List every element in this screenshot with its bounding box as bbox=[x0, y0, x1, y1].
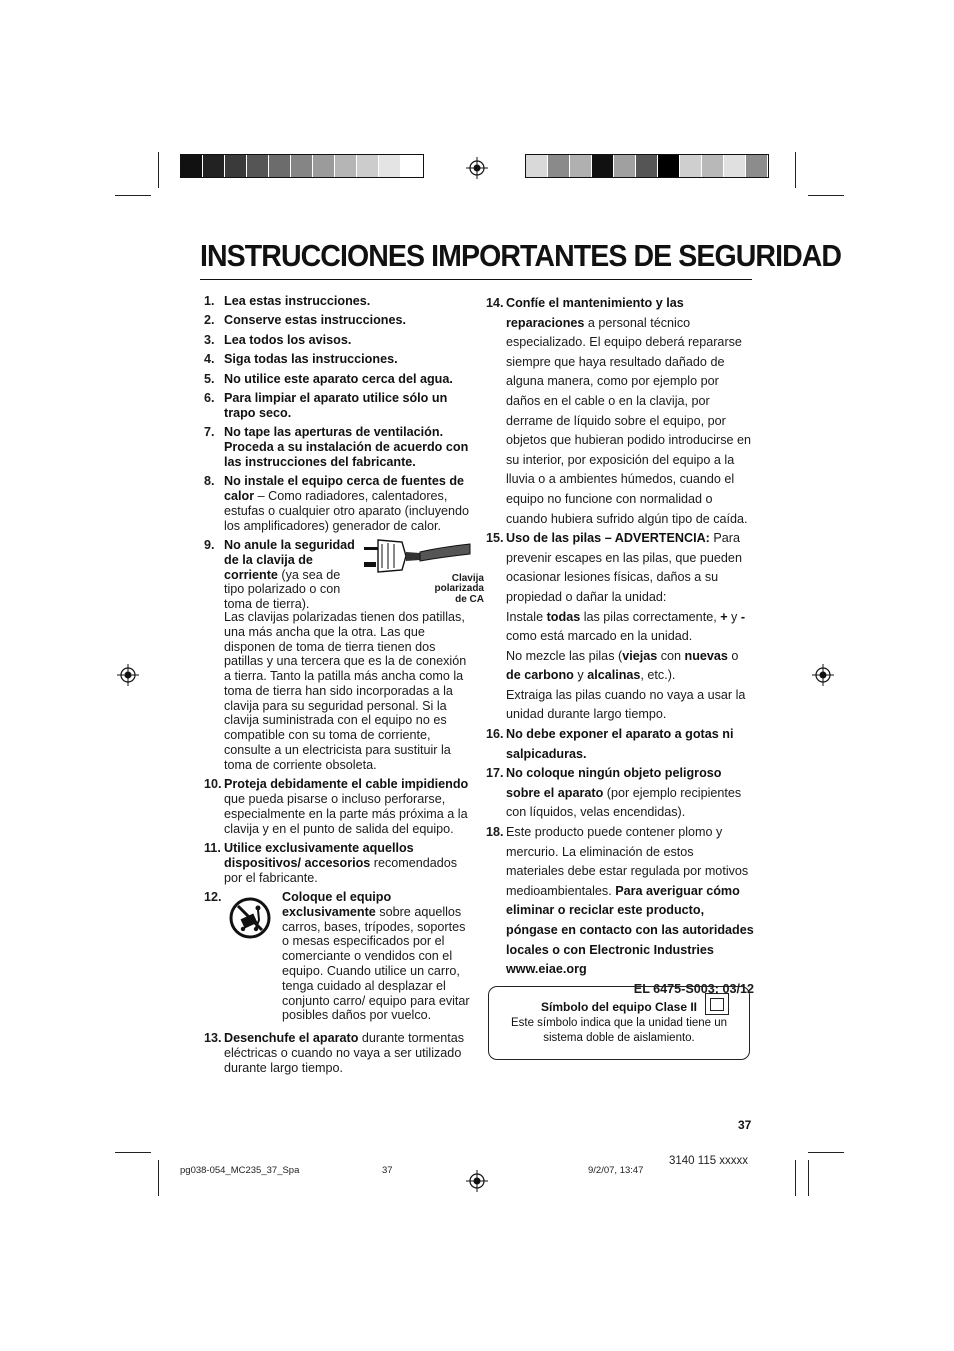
footer-code: 3140 115 xxxxx bbox=[669, 1155, 749, 1167]
class-ii-title: Símbolo del equipo Clase II bbox=[540, 1000, 698, 1014]
crop-mark bbox=[808, 195, 844, 196]
right-column bbox=[482, 294, 754, 999]
list-item: 17. No coloque ningún objeto peligroso sobre el aparato (por ejemplo recipientes con líquidos, velas encendidas). bbox=[486, 766, 742, 820]
registration-mark-icon bbox=[117, 664, 139, 686]
color-swatch bbox=[335, 155, 357, 177]
crop-mark bbox=[115, 195, 151, 196]
color-swatch bbox=[181, 155, 203, 177]
list-item: 4. Siga todas las instrucciones. bbox=[204, 352, 398, 367]
list-item: 3. Lea todos los avisos. bbox=[204, 332, 352, 347]
list-item: 14. Confíe el mantenimiento y las reparaciones a personal técnico especializado. El equipo deberá repararse siempre que haya resultado dañado de alguna manera, como por ejemplo por daños en el cable o en la clavija, por derrame de líquido sobre el equipo, por objetos que hubieran podido introducirse en su interior, por exposición del equipo a la lluvia o a ambientes húmedos, cuando el equipo no funcione con normalidad o cuando hubiera sufrido algún tipo de caída. bbox=[486, 296, 752, 526]
cart-warning-icon bbox=[228, 896, 272, 940]
class-ii-symbol-icon bbox=[705, 993, 729, 1015]
color-swatch bbox=[203, 155, 225, 177]
color-swatch bbox=[225, 155, 247, 177]
class-ii-description: Este símbolo indica que la unidad tiene un sistema doble de aislamiento. bbox=[510, 1016, 728, 1044]
color-swatch bbox=[379, 155, 401, 177]
color-swatch bbox=[401, 155, 423, 177]
list-item: 1. Lea estas instrucciones. bbox=[204, 294, 371, 308]
color-swatch bbox=[247, 155, 269, 177]
plug-label: Clavija polarizada de CA bbox=[434, 572, 484, 605]
list-item: 18. Este producto puede contener plomo y mercurio. La eliminación de estos materiales debe estar regulada por motivos medioambientales. Para averiguar cómo eliminar o reciclar este producto, póngase en contacto con las autoridades locales o con Electronic Industries www.eiae.org EL 6475-S003: 03/12 bbox=[482, 823, 754, 999]
regulation-code: EL 6475-S003: 03/12 bbox=[633, 981, 754, 996]
color-swatch bbox=[548, 155, 570, 177]
list-item: 15. Uso de las pilas – ADVERTENCIA: Para prevenir escapes en las pilas, que pueden ocasionar lesiones físicas, daños a su propiedad o dañar la unidad: Instale todas las pilas correctamente, + y - como está marcado en la unidad. No mezcle las pilas (viejas con nuevas o de carbono y alcalinas, etc.). Extraiga las pilas cuando no vaya a usar la unidad durante largo tiempo. bbox=[486, 531, 746, 722]
registration-mark-icon bbox=[812, 664, 834, 686]
crop-mark bbox=[808, 1152, 844, 1153]
color-swatch bbox=[526, 155, 548, 177]
color-swatch bbox=[702, 155, 724, 177]
color-swatch bbox=[614, 155, 636, 177]
polarized-plug-icon bbox=[362, 534, 472, 578]
footer-date: 9/2/07, 13:47 bbox=[588, 1165, 644, 1176]
registration-mark-icon bbox=[466, 157, 488, 179]
list-item: 9. No anule la seguridad de la clavija de corriente (ya sea de tipo polarizado o con toma de tierra). Clavija polarizada de CA Las clavijas polarizadas tienen dos patillas, una más ancha que la otra. Las que disponen de toma de tierra tienen dos patillas y una tercera que es la de conexión a tierra. Tanto la patilla más ancha como la toma de tierra han sido incorporadas a la clavija para su seguridad personal. Si la clavija suministrada con el equipo no es compatible con su toma de corriente, consulte a un electricista para sustituir la toma de corriente obsoleta. bbox=[200, 538, 472, 773]
color-swatch bbox=[570, 155, 592, 177]
color-swatch bbox=[658, 155, 680, 177]
list-item: 6. Para limpiar el aparato utilice sólo un trapo seco. bbox=[204, 390, 448, 420]
color-swatch bbox=[746, 155, 768, 177]
list-item: 12. Coloque el equipo exclusivamente sobre aquellos carros, bases, trípodes, soportes o mesas especificados por el comerciante o vendidos con el equipo. Cuando utilice un carro, tenga cuidado al desplazar el conjunto carro/ equipo para evitar posibles daños por vuelco. bbox=[204, 890, 470, 1023]
list-item: 8. No instale el equipo cerca de fuentes de calor – Como radiadores, calentadores, estufas o cualquier otro aparato (incluyendo los amplificadores) generador de calor. bbox=[204, 474, 470, 533]
color-swatch bbox=[680, 155, 702, 177]
color-swatch bbox=[724, 155, 746, 177]
crop-mark bbox=[795, 152, 796, 188]
color-swatch bbox=[291, 155, 313, 177]
crop-mark bbox=[158, 1160, 159, 1196]
list-item: 11. Utilice exclusivamente aquellos dispositivos/ accesorios recomendados por el fabricante. bbox=[204, 841, 458, 885]
page-number: 37 bbox=[738, 1118, 752, 1132]
footer-page: 37 bbox=[382, 1165, 393, 1176]
registration-mark-icon bbox=[466, 1170, 488, 1192]
list-item: 16. No debe exponer el aparato a gotas ni salpicaduras. bbox=[486, 727, 734, 761]
color-swatch bbox=[357, 155, 379, 177]
color-swatch bbox=[636, 155, 658, 177]
crop-mark bbox=[808, 1160, 809, 1196]
crop-mark bbox=[795, 1160, 796, 1196]
color-swatch bbox=[592, 155, 614, 177]
color-bar-left bbox=[180, 154, 424, 178]
left-column bbox=[200, 294, 484, 1080]
color-bar-right bbox=[525, 154, 769, 178]
color-swatch bbox=[269, 155, 291, 177]
color-swatch bbox=[313, 155, 335, 177]
crop-mark bbox=[145, 1160, 146, 1196]
list-item: 7. No tape las aperturas de ventilación. Proceda a su instalación de acuerdo con las instrucciones del fabricante. bbox=[204, 425, 469, 469]
footer-filename: pg038-054_MC235_37_Spa bbox=[180, 1165, 300, 1176]
crop-mark bbox=[115, 1152, 151, 1153]
list-item: 2. Conserve estas instrucciones. bbox=[204, 313, 406, 328]
list-item: 13. Desenchufe el aparato durante tormentas eléctricas o cuando no vaya a ser utilizado durante largo tiempo. bbox=[204, 1031, 465, 1075]
list-item: 5. No utilice este aparato cerca del agua. bbox=[204, 371, 453, 386]
page-title: INSTRUCCIONES IMPORTANTES DE SEGURIDAD bbox=[200, 238, 842, 273]
title-divider bbox=[200, 279, 752, 280]
list-item: 10. Proteja debidamente el cable impidiendo que pueda pisarse o incluso perforarse, especialmente en la parte más próxima a la clavija y en el punto de salida del equipo. bbox=[204, 777, 469, 836]
crop-mark bbox=[158, 152, 159, 188]
